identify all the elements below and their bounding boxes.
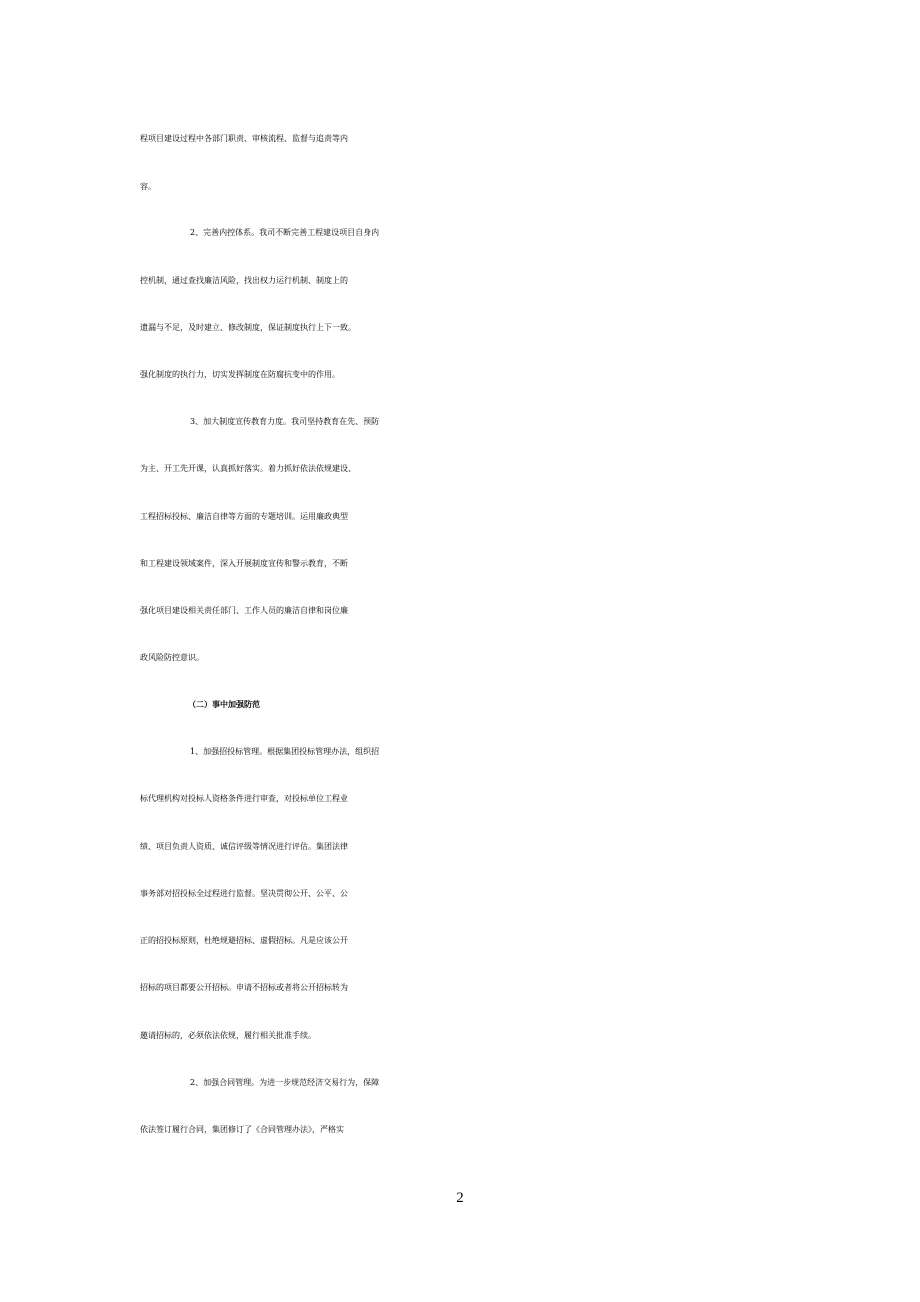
body-text-line: 2、完善内控体系。我司不断完善工程建设项目自身内 [190, 228, 380, 237]
body-text-line: 正的招投标原则，杜绝规避招标、虚假招标。凡是应该公开 [140, 936, 348, 945]
body-text-line: 事务部对招投标全过程进行监督。坚决贯彻公开、公平、公 [140, 889, 348, 898]
body-text-line: 强化项目建设相关责任部门、工作人员的廉洁自律和岗位廉 [140, 606, 348, 615]
body-text-line: 容。 [140, 182, 156, 191]
body-text-line: 控机制，通过查找廉洁风险，找出权力运行机制、制度上的 [140, 276, 348, 285]
body-text-line: 依法签订履行合同，集团修订了《合同管理办法》，严格实 [140, 1125, 344, 1134]
section-heading: （二）事中加强防范 [188, 700, 260, 709]
body-text-line: 标代理机构对投标人资格条件进行审查，对投标单位工程业 [140, 794, 348, 803]
page-number: 2 [456, 1190, 464, 1206]
body-text-line: 3、加大制度宣传教育力度。我司坚持教育在先、预防 [190, 417, 380, 426]
body-text-line: 程项目建设过程中各部门职责、审核流程、监督与追责等内 [140, 134, 348, 143]
body-text-line: 工程招标投标、廉洁自律等方面的专题培训。运用廉政典型 [140, 512, 348, 521]
body-text-line: 遗漏与不足，及时建立、修改制度，保证制度执行上下一致。 [140, 323, 356, 332]
body-text-line: 2、加强合同管理。为进一步规范经济交易行为，保障 [190, 1078, 380, 1087]
body-text-line: 政风险防控意识。 [140, 653, 204, 662]
body-text-line: 招标的项目都要公开招标。申请不招标或者将公开招标转为 [140, 983, 348, 992]
body-text-line: 强化制度的执行力，切实发挥制度在防腐抗变中的作用。 [140, 370, 340, 379]
body-text-line: 1、加强招投标管理。根据集团投标管理办法，组织招 [190, 747, 380, 756]
body-text-line: 和工程建设领域案件，深入开展制度宣传和警示教育，不断 [140, 559, 348, 568]
body-text-line: 邀请招标的，必须依法依规，履行相关批准手续。 [140, 1031, 316, 1040]
body-text-line: 为主、开工先开课，认真抓好落实。着力抓好依法依规建设、 [140, 464, 356, 473]
body-text-line: 绩、项目负责人资质、诚信评级等情况进行评估。集团法律 [140, 842, 348, 851]
